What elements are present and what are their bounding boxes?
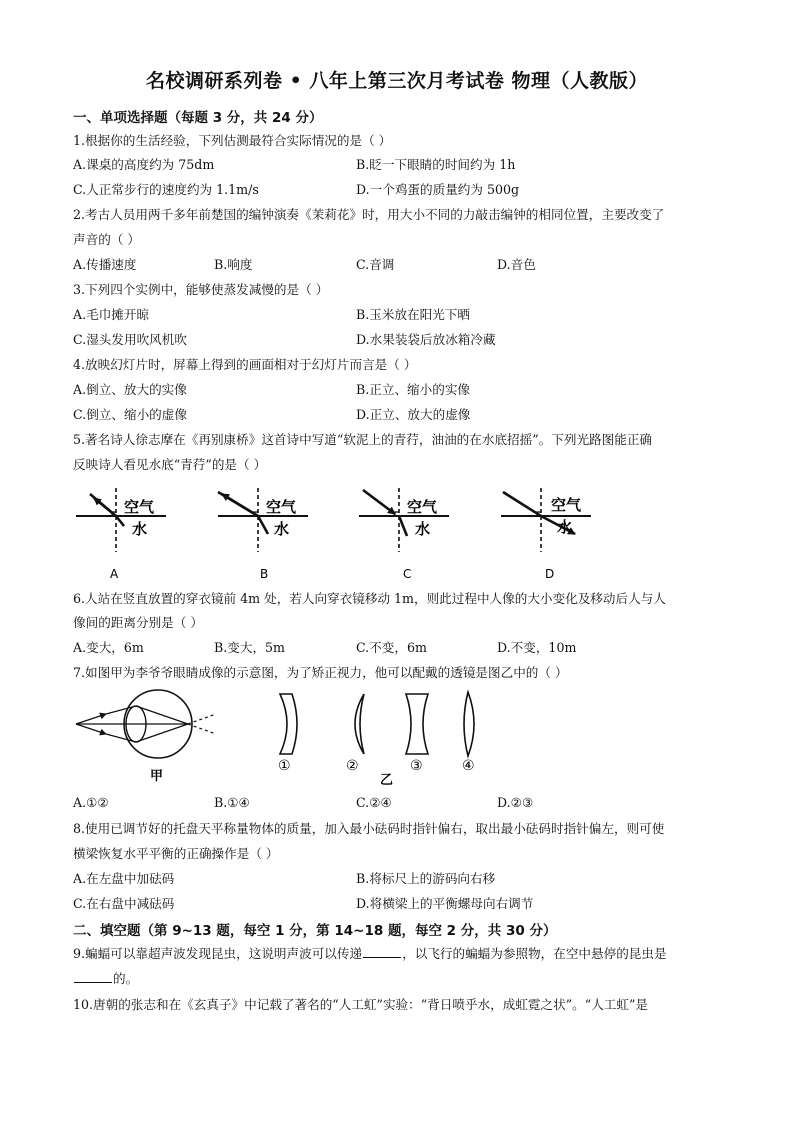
lens-3-label: ③ bbox=[410, 758, 423, 774]
q7-option-d: D.②③ bbox=[497, 795, 534, 810]
q8-option-c: C.在右盘中减砝码 bbox=[73, 896, 175, 911]
question-2-stem: 2.考古人员用两千多年前楚国的编钟演奏《茉莉花》时，用大小不同的力敲击编钟的相同位置，主要改变了 bbox=[73, 207, 665, 222]
q2-option-a: A.传播速度 bbox=[73, 257, 137, 272]
eye-and-lens-figures bbox=[70, 688, 510, 788]
q1-option-b: B.眨一下眼睛的时间约为 1h bbox=[356, 157, 516, 172]
lens-4 bbox=[462, 692, 475, 774]
water-label: 水 bbox=[132, 520, 148, 538]
q7-option-a: A.①② bbox=[73, 795, 109, 810]
diagram-c bbox=[359, 488, 449, 552]
figure-jia-label: 甲 bbox=[150, 769, 164, 784]
question-5-stem: 5.著名诗人徐志摩在《再别康桥》这首诗中写道“软泥上的青荇，油油的在水底招摇”。下列光路图能正确 bbox=[73, 432, 653, 447]
q7-option-b: B.①④ bbox=[214, 795, 250, 810]
q8-option-a: A.在左盘中加砝码 bbox=[73, 871, 175, 886]
q4-option-d: D.正立、放大的虚像 bbox=[356, 407, 471, 422]
diagram-label-c: C bbox=[403, 567, 412, 581]
page-title: 名校调研系列卷 • 八年上第三次月考试卷 物理（人教版） bbox=[146, 70, 648, 92]
question-9-stem-cont bbox=[73, 970, 723, 988]
diagram-label-a: A bbox=[110, 567, 119, 581]
q6-option-b: B.变大，5m bbox=[214, 640, 285, 655]
question-10-stem: 10.唐朝的张志和在《玄真子》中记载了著名的“人工虹”实验：“背日喷乎水，成虹霓之状”。“人工虹”是 bbox=[73, 997, 649, 1012]
q4-option-b: B.正立、缩小的实像 bbox=[356, 382, 471, 397]
lens-4-label: ④ bbox=[462, 758, 475, 774]
q3-option-d: D.水果装袋后放冰箱冷藏 bbox=[356, 332, 496, 347]
air-label: 空气 bbox=[266, 498, 297, 516]
q7-option-c: C.②④ bbox=[356, 795, 392, 810]
diagram-label-b: B bbox=[260, 567, 269, 581]
water-label: 水 bbox=[415, 520, 431, 538]
question-7-stem: 7.如图甲为李爷爷眼睛成像的示意图，为了矫正视力，他可以配戴的透镜是图乙中的（ ） bbox=[73, 665, 568, 680]
lens-3 bbox=[406, 694, 428, 774]
q3-option-b: B.玉米放在阳光下晒 bbox=[356, 307, 471, 322]
water-label: 水 bbox=[557, 518, 573, 536]
q3-option-c: C.湿头发用吹风机吹 bbox=[73, 332, 187, 347]
q8-option-d: D.将横梁上的平衡螺母向右调节 bbox=[356, 896, 534, 911]
question-2-stem-cont: 声音的（ ） bbox=[73, 232, 140, 247]
q3-option-a: A.毛巾摊开晾 bbox=[73, 307, 150, 322]
q2-option-b: B.响度 bbox=[214, 257, 253, 272]
eye-diagram bbox=[76, 690, 216, 784]
q4-option-c: C.倒立、缩小的虚像 bbox=[73, 407, 187, 422]
lens-2 bbox=[346, 694, 364, 774]
q1-option-c: C.人正常步行的速度约为 1.1m/s bbox=[73, 182, 259, 197]
refraction-diagrams bbox=[66, 482, 626, 582]
question-6-stem-cont: 像间的距离分别是（ ） bbox=[73, 615, 203, 630]
q1-option-a: A.课桌的高度约为 75dm bbox=[73, 157, 215, 172]
diagram-b bbox=[218, 488, 308, 552]
diagram-d bbox=[501, 488, 591, 552]
section-heading-choice: 一、单项选择题（每题 3 分，共 24 分） bbox=[73, 110, 323, 126]
q9-text-1: 9.蝙蝠可以靠超声波发现昆虫，这说明声波可以传递 bbox=[73, 946, 363, 961]
q2-option-c: C.音调 bbox=[356, 257, 395, 272]
q6-option-c: C.不变，6m bbox=[356, 640, 427, 655]
q9-text-3: 的。 bbox=[113, 971, 139, 986]
air-label: 空气 bbox=[124, 498, 155, 516]
figure-yi-label: 乙 bbox=[380, 773, 394, 788]
q1-option-d: D.一个鸡蛋的质量约为 500g bbox=[356, 182, 520, 197]
diagram-a bbox=[76, 488, 166, 552]
q2-option-d: D.音色 bbox=[497, 257, 536, 272]
q4-option-a: A.倒立、放大的实像 bbox=[73, 382, 187, 397]
question-9-stem bbox=[73, 945, 723, 963]
q8-option-b: B.将标尺上的游码向右移 bbox=[356, 871, 496, 886]
question-1-stem: 1.根据你的生活经验，下列估测最符合实际情况的是（ ） bbox=[73, 133, 392, 148]
question-8-stem-cont: 横梁恢复水平平衡的正确操作是（ ） bbox=[73, 846, 279, 861]
question-3-stem: 3.下列四个实例中，能够使蒸发减慢的是（ ） bbox=[73, 282, 329, 297]
diagram-label-d: D bbox=[545, 567, 555, 581]
section-heading-fill: 二、填空题（第 9~13 题，每空 1 分，第 14~18 题，每空 2 分，共 30 分） bbox=[73, 923, 557, 939]
q6-option-d: D.不变，10m bbox=[497, 640, 577, 655]
lens-1 bbox=[278, 694, 297, 774]
question-8-stem: 8.使用已调节好的托盘天平称量物体的质量，加入最小砝码时指针偏右，取出最小砝码时指针偏左，则可使 bbox=[73, 821, 665, 836]
question-4-stem: 4.放映幻灯片时，屏幕上得到的画面相对于幻灯片而言是（ ） bbox=[73, 357, 417, 372]
q9-text-2: ，以飞行的蝙蝠为参照物，在空中悬停的昆虫是 bbox=[402, 946, 667, 961]
water-label: 水 bbox=[274, 520, 290, 538]
question-5-stem-cont: 反映诗人看见水底“青荇”的是（ ） bbox=[73, 457, 267, 472]
q6-option-a: A.变大，6m bbox=[73, 640, 144, 655]
lens-1-label: ① bbox=[278, 758, 291, 774]
q9-blank-1[interactable] bbox=[363, 945, 401, 958]
lens-2-label: ② bbox=[346, 758, 359, 774]
question-6-stem: 6.人站在竖直放置的穿衣镜前 4m 处，若人向穿衣镜移动 1m，则此过程中人像的大小变化及移动后人与人 bbox=[73, 591, 666, 606]
air-label: 空气 bbox=[551, 496, 582, 514]
air-label: 空气 bbox=[407, 498, 438, 516]
q9-blank-2[interactable] bbox=[74, 970, 112, 983]
